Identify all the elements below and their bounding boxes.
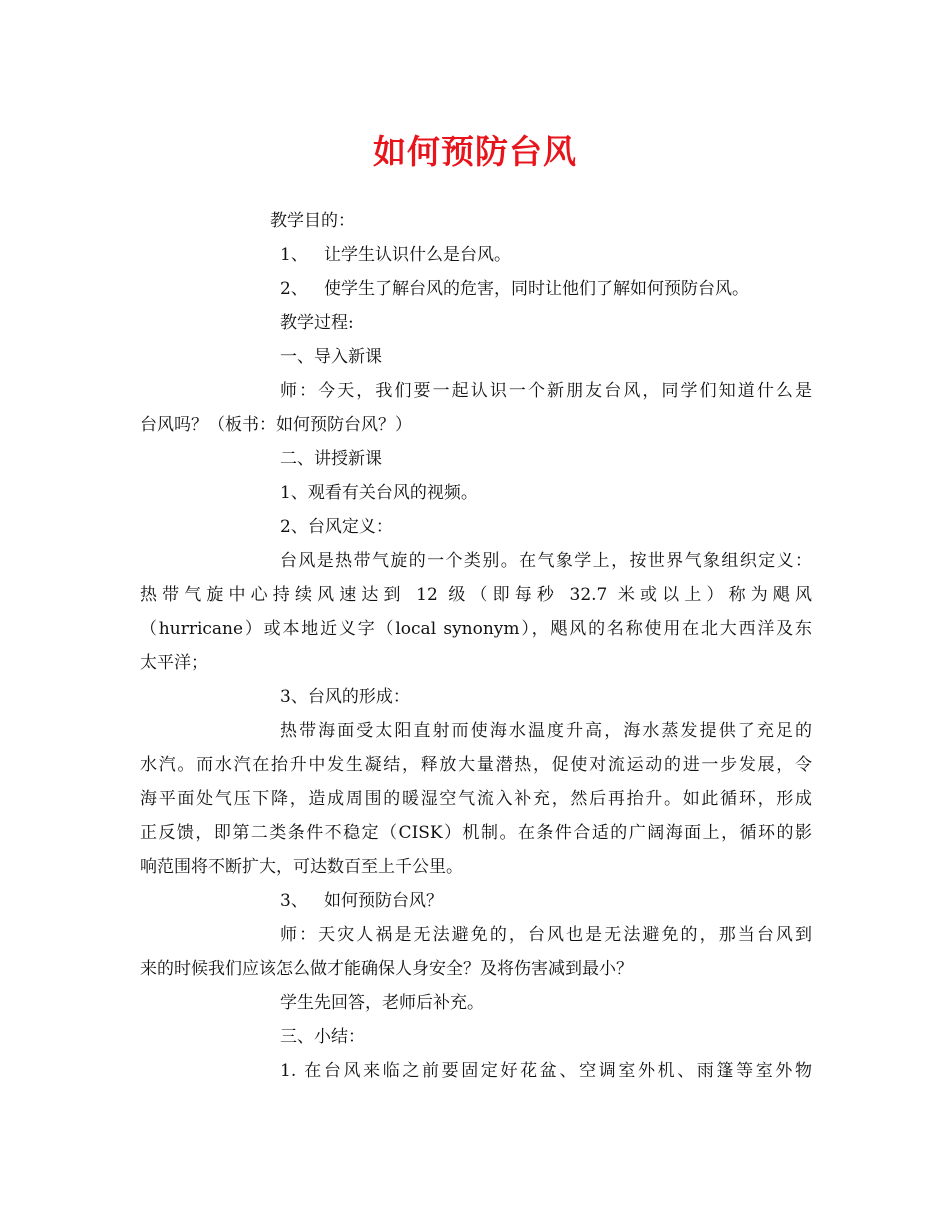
subsection-heading-summary: 三、小结： xyxy=(280,1027,365,1047)
section-heading-objectives: 教学目的： xyxy=(270,211,355,231)
section-heading-process: 教学过程: xyxy=(280,313,354,333)
objective-item-1: 1、 让学生认识什么是台风。 xyxy=(280,245,512,265)
list-item: 3、台风的形成： xyxy=(280,687,410,707)
subsection-heading-teach: 二、讲授新课 xyxy=(280,449,382,469)
paragraph-line: （hurricane）或本地近义字（local synonym），飓风的名称使用在北大西洋及东 xyxy=(140,619,812,639)
objective-item-2: 2、 使学生了解台风的危害，同时让他们了解如何预防台风。 xyxy=(280,279,750,299)
paragraph-line: 师：天灾人祸是无法避免的，台风也是无法避免的，那当台风到 xyxy=(280,925,812,945)
list-item: 1、观看有关台风的视频。 xyxy=(280,483,478,503)
document-body xyxy=(140,204,812,1088)
paragraph-line: 学生先回答，老师后补充。 xyxy=(280,993,484,1013)
paragraph-line: 热带气旋中心持续风速达到 12 级（即每秒 32.7 米或以上）称为飓风 xyxy=(140,585,812,605)
paragraph-line: 正反馈，即第二类条件不稳定（CISK）机制。在条件合适的广阔海面上，循环的影 xyxy=(140,823,812,843)
summary-item-1: 1. 在台风来临之前要固定好花盆、空调室外机、雨篷等室外物 xyxy=(280,1061,812,1081)
paragraph-line: 来的时候我们应该怎么做才能确保人身安全？及将伤害减到最小？ xyxy=(140,959,633,979)
list-item: 2、台风定义： xyxy=(280,517,393,537)
paragraph-line: 太平洋； xyxy=(140,653,208,673)
paragraph-line: 师：今天，我们要一起认识一个新朋友台风，同学们知道什么是 xyxy=(280,381,812,401)
list-item: 3、 如何预防台风？ xyxy=(280,891,444,911)
paragraph-line: 海平面处气压下降，造成周围的暖湿空气流入补充，然后再抬升。如此循环，形成 xyxy=(140,789,812,809)
paragraph-line: 水汽。而水汽在抬升中发生凝结，释放大量潜热，促使对流运动的进一步发展，令 xyxy=(140,755,812,775)
paragraph-line: 台风是热带气旋的一个类别。在气象学上，按世界气象组织定义： xyxy=(280,551,812,571)
document-title: 如何预防台风 xyxy=(373,132,577,171)
paragraph-line: 热带海面受太阳直射而使海水温度升高，海水蒸发提供了充足的 xyxy=(280,721,812,741)
subsection-heading-intro: 一、导入新课 xyxy=(280,347,382,367)
paragraph-line: 台风吗？（板书：如何预防台风？） xyxy=(140,415,412,435)
paragraph-line: 响范围将不断扩大，可达数百至上千公里。 xyxy=(140,857,463,877)
